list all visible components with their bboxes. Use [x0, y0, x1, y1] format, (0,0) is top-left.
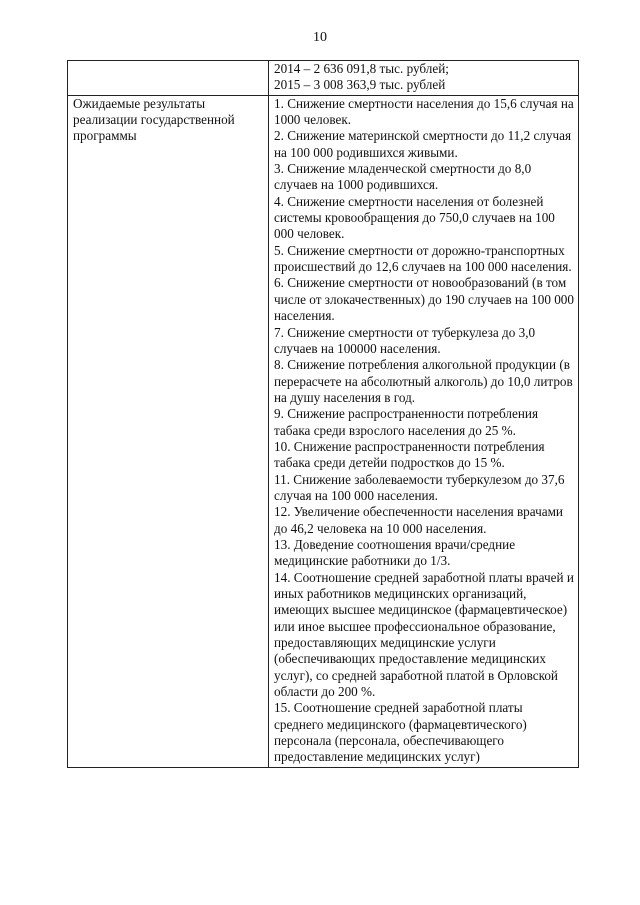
result-item-8: 8. Снижение потребления алкогольной продукции (в перерасчете на абсолютный алкоголь) до 10,0 литров на душу населения в год.	[274, 357, 573, 405]
result-item-10: 10. Снижение распространенности потребления табака среди детейи подростков до 15 %.	[274, 438, 545, 471]
expected-results-label: Ожидаемые результаты реализации государственной программы	[73, 95, 235, 144]
result-item-15: 15. Соотношение средней заработной платы среднего медицинского (фармацевтического) персонала (персонала, обеспечивающего предоставление медицинских услуг)	[274, 700, 527, 765]
result-item-7: 7. Снижение смертности от туберкулеза до 3,0 случаев на 100000 населения.	[274, 324, 536, 356]
result-item-13: 13. Доведение соотношения врачи/средние медицинские работники до 1/3.	[274, 536, 516, 569]
program-passport-table	[67, 60, 579, 768]
expected-results-list-cell	[269, 95, 579, 767]
result-item-11: 11. Снижение заболеваемости туберкулезом до 37,6 случая на 100 000 населения.	[274, 471, 565, 503]
result-item-1: 1. Снижение смертности населения до 15,6 случая на 1000 человек.	[274, 95, 574, 128]
result-item-12: 12. Увеличение обеспеченности населения врачами до 46,2 человека на 10 000 населения.	[274, 504, 563, 536]
expected-results-label-cell	[68, 95, 269, 767]
funding-value-cell	[269, 61, 579, 96]
result-item-4: 4. Снижение смертности населения от болезней системы кровообращения до 750,0 случаев на 100 000 человек.	[274, 193, 555, 242]
result-item-14: 14. Соотношение средней заработной платы врачей и иных работников медицинских организаций, имеющих высшее медицинское (фармацевтическое) или иное высшее профессиональное образование, предоставляющих медицинские услуги (обеспечивающих предоставление медицинских услуг), со средней заработной платой в Орловской области до 200 %.	[274, 569, 574, 700]
result-item-3: 3. Снижение младенческой смертности до 8,0 случаев на 1000 родившихся.	[274, 161, 532, 193]
funding-label-cell	[68, 61, 269, 96]
result-item-2: 2. Снижение материнской смертности до 11,2 случая на 100 000 родившихся живыми.	[274, 128, 572, 160]
table-row-expected-results	[68, 95, 579, 767]
result-item-5: 5. Снижение смертности от дорожно-транспортных происшествий до 12,6 случаев на 100 000 населения.	[274, 242, 572, 275]
table-row-funding	[68, 61, 579, 96]
funding-line-2014: 2014 – 2 636 091,8 тыс. рублей;	[274, 61, 449, 76]
result-item-6: 6. Снижение смертности от новообразований (в том числе от злокачественных) до 190 случаев на 100 000 населения.	[274, 275, 574, 324]
result-item-9: 9. Снижение распространенности потребления табака среди взрослого населения до 25 %.	[274, 406, 539, 438]
page-number: 10	[313, 30, 327, 45]
funding-line-2015: 2015 – 3 008 363,9 тыс. рублей	[274, 77, 446, 93]
